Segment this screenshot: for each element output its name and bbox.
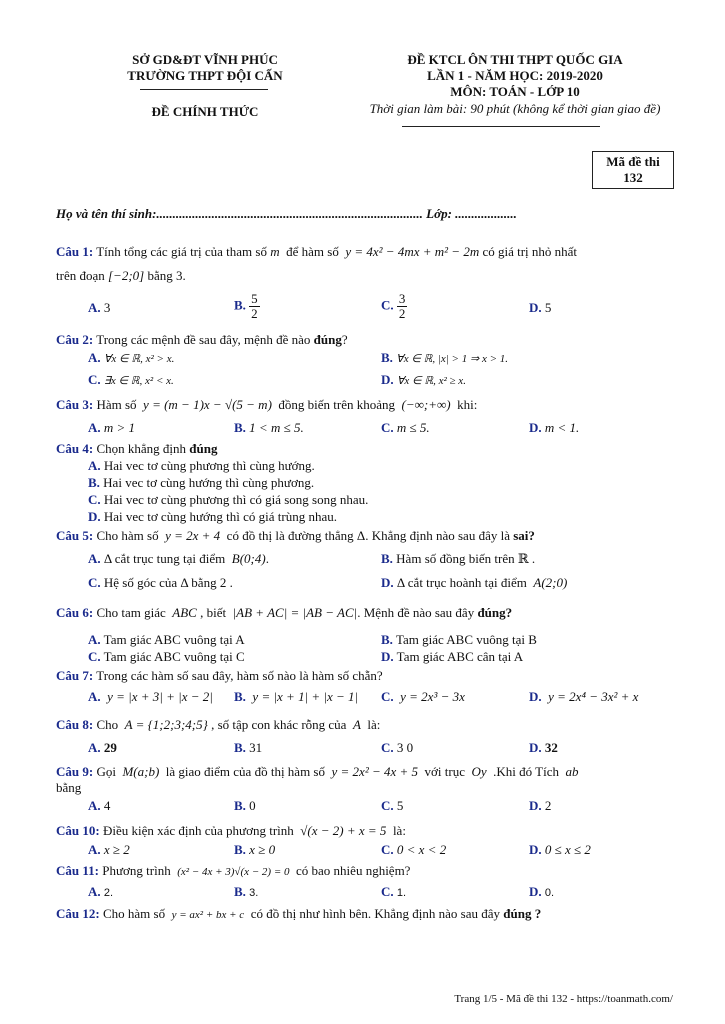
q4-b-text: Hai vec tơ cùng hướng thì cùng phương. (103, 475, 315, 490)
q9-product: ab (565, 764, 579, 779)
q1-text3: có giá trị nhỏ nhất (482, 244, 578, 259)
q11-option-a[interactable] (88, 884, 113, 900)
q2-tail: ? (341, 332, 348, 347)
q11-b-text: 3. (249, 887, 259, 899)
q7-c-text: y = 2x³ − 3x (400, 689, 465, 704)
header-left-underline (140, 89, 268, 90)
q9-function: y = 2x² − 4x + 5 (331, 764, 419, 779)
q11-a-letter: A. (88, 884, 101, 899)
q2-c-letter: C. (88, 372, 101, 387)
question-11 (56, 863, 410, 879)
q2-c-text: ∃x ∈ ℝ, x² < x. (103, 375, 174, 387)
q6-text2: , biết (200, 605, 227, 620)
q8-b-text: 31 (249, 740, 263, 755)
q9-b-text: 0 (249, 798, 256, 813)
question-12 (56, 906, 541, 922)
q2-a-text: ∀x ∈ ℝ, x² > x. (103, 353, 175, 365)
q1-text1: Tính tổng các giá trị của tham số (96, 244, 267, 259)
q3-b-text: 1 < m ≤ 5. (249, 420, 304, 435)
q4-a-letter: A. (88, 458, 101, 473)
q5-text1: Cho hàm số (96, 528, 159, 543)
question-9 (56, 764, 579, 780)
q5-label: Câu 5: (56, 528, 94, 543)
q3-d-letter: D. (529, 420, 542, 435)
header-school: TRƯỜNG THPT ĐỘI CẤN (127, 68, 283, 83)
q4-option-c[interactable] (88, 492, 368, 508)
q10-label: Câu 10: (56, 823, 100, 838)
q3-option-a[interactable] (88, 420, 135, 436)
q5-text2: có đồ thị là đường thẳng Δ. Khẳng định nào sau đây là (226, 528, 510, 543)
q1-c-letter: C. (381, 297, 394, 313)
q8-option-c[interactable] (381, 740, 413, 756)
q5-option-b[interactable] (381, 551, 535, 567)
q11-option-c[interactable] (381, 884, 406, 900)
q7-text: Trong các hàm số sau đây, hàm số nào là hàm số chẵn? (96, 668, 383, 683)
q2-option-b[interactable] (381, 350, 508, 366)
q4-text: Chọn khẳng định (96, 441, 187, 456)
q1-option-d[interactable] (529, 300, 551, 316)
q2-d-text: ∀x ∈ ℝ, x² ≥ x. (396, 375, 466, 387)
q1-a-text: 3 (103, 300, 111, 315)
q4-option-d[interactable] (88, 509, 337, 525)
q8-label: Câu 8: (56, 717, 94, 732)
q2-b-text: ∀x ∈ ℝ, |x| > 1 ⇒ x > 1. (396, 353, 508, 365)
q9-option-c[interactable] (381, 798, 403, 814)
q10-d-letter: D. (529, 842, 542, 857)
q1-text2: để hàm số (286, 244, 339, 259)
q6-option-b[interactable] (381, 632, 537, 648)
q9-c-text: 5 (396, 798, 404, 813)
q5-option-a[interactable] (88, 551, 269, 567)
q1-b-letter: B. (234, 297, 246, 313)
q3-option-c[interactable] (381, 420, 430, 436)
q7-option-c[interactable] (381, 689, 465, 705)
q1-param: m (270, 244, 280, 259)
q1-label: Câu 1: (56, 244, 94, 259)
q6-a-text: Tam giác ABC vuông tại A (103, 632, 245, 647)
q4-option-b[interactable] (88, 475, 314, 491)
q11-b-letter: B. (234, 884, 246, 899)
q1-option-b[interactable] (234, 292, 260, 321)
q11-option-b[interactable] (234, 884, 258, 900)
q8-a-text: 29 (103, 740, 117, 755)
q8-option-b[interactable] (234, 740, 262, 756)
header-dept: SỞ GD&ĐT VĨNH PHÚC (132, 52, 278, 67)
question-7 (56, 668, 383, 684)
q7-b-text: y = |x + 1| + |x − 1| (252, 689, 359, 704)
q4-label: Câu 4: (56, 441, 94, 456)
question-1 (56, 244, 577, 260)
q3-option-b[interactable] (234, 420, 304, 436)
q11-c-letter: C. (381, 884, 394, 899)
question-8 (56, 717, 380, 733)
q6-b-text: Tam giác ABC vuông tại B (395, 632, 537, 647)
q5-a-letter: A. (88, 551, 101, 566)
question-1-line2 (56, 268, 186, 284)
q9-option-d[interactable] (529, 798, 551, 814)
q9-d-letter: D. (529, 798, 542, 813)
q1-interval: [−2;0] (107, 268, 145, 283)
header-title: ĐỀ KTCL ÔN THI THPT QUỐC GIA (407, 52, 623, 67)
q5-b-letter: B. (381, 551, 393, 566)
q8-d-letter: D. (529, 740, 542, 755)
exam-code-box (592, 151, 674, 189)
q3-text3: khi: (457, 397, 478, 412)
q6-option-c[interactable] (88, 649, 245, 665)
q8-text1: Cho (96, 717, 119, 732)
q5-c-text: Hệ số góc của Δ bằng 2 . (103, 575, 233, 590)
q8-option-d[interactable] (529, 740, 558, 756)
q5-a-text: Δ cắt trục tung tại điểm (103, 551, 226, 566)
q9-a-letter: A. (88, 798, 101, 813)
q6-text3: . Mệnh đề nào sau đây (357, 605, 475, 620)
q9-text4: .Khi đó Tích (493, 764, 559, 779)
q5-emph: sai? (513, 528, 535, 543)
q6-label: Câu 6: (56, 605, 94, 620)
header-right-underline (402, 126, 600, 127)
q2-a-letter: A. (88, 350, 101, 365)
question-3 (56, 397, 477, 413)
q12-emph: đúng ? (503, 906, 542, 921)
q8-b-letter: B. (234, 740, 246, 755)
q5-d-point: A(2;0) (533, 575, 568, 590)
q4-c-letter: C. (88, 492, 101, 507)
q10-option-a[interactable] (88, 842, 130, 858)
q5-c-letter: C. (88, 575, 101, 590)
q6-text1: Cho tam giác (96, 605, 166, 620)
question-5 (56, 528, 535, 544)
q12-text1: Cho hàm số (102, 906, 166, 921)
q11-text2: có bao nhiêu nghiệm? (296, 863, 411, 878)
q3-interval: (−∞;+∞) (401, 397, 451, 412)
q2-d-letter: D. (381, 372, 394, 387)
q3-text1: Hàm số (96, 397, 137, 412)
q6-c-text: Tam giác ABC vuông tại C (103, 649, 245, 664)
q12-function: y = ax² + bx + c (171, 909, 245, 921)
q4-a-text: Hai vec tơ cùng phương thì cùng hướng. (103, 458, 315, 473)
q10-a-text: x ≥ 2 (103, 842, 130, 857)
q7-c-letter: C. (381, 689, 394, 704)
student-info-line: Họ và tên thí sinh:.................................................................................. Lớp: ................... (56, 206, 517, 221)
q2-text: Trong các mệnh đề sau đây, mệnh đề nào (96, 332, 311, 347)
q6-option-a[interactable] (88, 632, 245, 648)
q12-label: Câu 12: (56, 906, 100, 921)
q8-option-a[interactable] (88, 740, 117, 756)
q8-text3: là: (367, 717, 381, 732)
q6-d-letter: D. (381, 649, 394, 664)
q3-c-letter: C. (381, 420, 394, 435)
q1-text5: bằng 3. (147, 268, 186, 283)
question-9-line2 (56, 780, 81, 796)
q1-c-fraction (397, 292, 408, 321)
q7-option-d[interactable] (529, 689, 638, 705)
q8-set: A = {1;2;3;4;5} (124, 717, 208, 732)
page-footer: Trang 1/5 - Mã đề thi 132 - https://toanmath.com/ (454, 993, 673, 1005)
question-6 (56, 605, 512, 621)
q4-option-a[interactable] (88, 458, 315, 474)
header-subject: MÔN: TOÁN - LỚP 10 (450, 84, 580, 99)
q10-c-text: 0 < x < 2 (396, 842, 447, 857)
q1-c-denominator: 2 (398, 306, 406, 321)
q3-text2: đồng biến trên khoảng (278, 397, 396, 412)
q4-c-text: Hai vec tơ cùng phương thì có giá song song nhau. (103, 492, 369, 507)
q4-emph: đúng (189, 441, 218, 456)
q8-a-letter: A. (88, 740, 101, 755)
q9-point: M(a;b) (122, 764, 160, 779)
q4-d-letter: D. (88, 509, 101, 524)
q9-option-b[interactable] (234, 798, 256, 814)
q1-b-fraction (249, 292, 260, 321)
q9-option-a[interactable] (88, 798, 110, 814)
q1-b-numerator: 5 (251, 291, 258, 306)
q2-b-letter: B. (381, 350, 393, 365)
q1-d-letter: D. (529, 300, 542, 315)
q9-d-text: 2 (544, 798, 552, 813)
q8-c-text: 3 0 (396, 740, 414, 755)
q3-option-d[interactable] (529, 420, 579, 436)
q10-b-text: x ≥ 0 (249, 842, 276, 857)
q10-c-letter: C. (381, 842, 394, 857)
q9-axis: Oy (471, 764, 487, 779)
q1-option-a[interactable] (88, 300, 110, 316)
q9-label: Câu 9: (56, 764, 94, 779)
q5-option-c[interactable] (88, 575, 233, 591)
q9-a-text: 4 (103, 798, 111, 813)
q7-a-text: y = |x + 3| + |x − 2| (107, 689, 213, 704)
q3-d-text: m < 1. (544, 420, 580, 435)
q5-d-letter: D. (381, 575, 394, 590)
q1-a-letter: A. (88, 300, 101, 315)
q2-label: Câu 2: (56, 332, 94, 347)
q10-b-letter: B. (234, 842, 246, 857)
q9-text5: bằng (56, 780, 82, 795)
question-2 (56, 332, 348, 348)
q11-equation: (x² − 4x + 3)√(x − 2) = 0 (177, 866, 290, 878)
exam-code-label: Mã đề thi (606, 154, 660, 169)
q7-option-a[interactable] (88, 689, 213, 705)
q4-d-text: Hai vec tơ cùng hướng thì có giá trùng nhau. (103, 509, 337, 524)
q9-b-letter: B. (234, 798, 246, 813)
q1-option-c[interactable] (381, 292, 407, 321)
q6-d-text: Tam giác ABC cân tại A (396, 649, 524, 664)
q3-a-letter: A. (88, 420, 101, 435)
header-round: LẦN 1 - NĂM HỌC: 2019-2020 (427, 68, 603, 83)
q6-triangle: ABC (172, 605, 197, 620)
q10-option-b[interactable] (234, 842, 275, 858)
q11-a-text: 2. (103, 887, 114, 899)
q5-function: y = 2x + 4 (165, 528, 221, 543)
q6-a-letter: A. (88, 632, 101, 647)
q1-d-text: 5 (544, 300, 552, 315)
header-time: Thời gian làm bài: 90 phút (không kể thời gian giao đề) (369, 101, 661, 116)
question-10 (56, 823, 406, 839)
question-4 (56, 441, 217, 457)
q9-text2: là giao điểm của đồ thị hàm số (165, 764, 325, 779)
q2-option-d[interactable] (381, 372, 466, 388)
q11-text1: Phương trình (102, 863, 171, 878)
q2-option-a[interactable] (88, 350, 174, 366)
q1-b-denominator: 2 (251, 306, 258, 321)
q1-function: y = 4x² − 4mx + m² − 2m (345, 244, 480, 259)
q7-option-b[interactable] (234, 689, 358, 705)
q6-emph: đúng? (477, 605, 513, 620)
q6-b-letter: B. (381, 632, 393, 647)
q11-option-d[interactable] (529, 884, 554, 900)
q10-equation: √(x − 2) + x = 5 (300, 823, 387, 838)
q7-d-text: y = 2x⁴ − 3x² + x (548, 689, 639, 704)
q10-text2: là: (392, 823, 406, 838)
q11-c-text: 1. (396, 887, 407, 899)
q7-d-letter: D. (529, 689, 542, 704)
q12-text2: có đồ thị như hình bên. Khẳng định nào sau đây (250, 906, 500, 921)
q10-d-text: 0 ≤ x ≤ 2 (544, 842, 591, 857)
q9-c-letter: C. (381, 798, 394, 813)
q4-b-letter: B. (88, 475, 100, 490)
q10-option-d[interactable] (529, 842, 591, 858)
q5-option-d[interactable] (381, 575, 567, 591)
q5-d-text: Δ cắt trục hoành tại điểm (396, 575, 527, 590)
q10-option-c[interactable] (381, 842, 446, 858)
q6-condition: |AB + AC| = |AB − AC| (232, 605, 358, 620)
q11-d-letter: D. (529, 884, 542, 899)
q6-c-letter: C. (88, 649, 101, 664)
q8-text2: , số tập con khác rỗng của (211, 717, 347, 732)
q5-b-text: Hàm số đồng biến trên ℝ . (396, 551, 536, 566)
q7-a-letter: A. (88, 689, 101, 704)
q2-emph: đúng (313, 332, 342, 347)
q3-a-text: m > 1 (103, 420, 136, 435)
q9-text3: với trục (424, 764, 465, 779)
q11-d-text: 0. (544, 887, 555, 899)
q9-text1: Gọi (96, 764, 116, 779)
q3-function: y = (m − 1)x − √(5 − m) (143, 397, 272, 412)
q5-a-point: B(0;4) (231, 551, 266, 566)
q10-a-letter: A. (88, 842, 101, 857)
q8-c-letter: C. (381, 740, 394, 755)
q11-label: Câu 11: (56, 863, 99, 878)
q2-option-c[interactable] (88, 372, 174, 388)
q7-b-letter: B. (234, 689, 246, 704)
q1-c-numerator: 3 (398, 291, 406, 306)
q8-d-text: 32 (544, 740, 558, 755)
q3-label: Câu 3: (56, 397, 94, 412)
q1-text4: trên đoạn (56, 268, 105, 283)
q8-var: A (352, 717, 361, 732)
q5-a-end: . (265, 551, 269, 566)
q3-b-letter: B. (234, 420, 246, 435)
header-official: ĐỀ CHÍNH THỨC (151, 104, 259, 119)
q3-c-text: m ≤ 5. (396, 420, 430, 435)
q10-text1: Điều kiện xác định của phương trình (102, 823, 294, 838)
q6-option-d[interactable] (381, 649, 523, 665)
exam-code-value: 132 (623, 170, 643, 185)
q7-label: Câu 7: (56, 668, 94, 683)
